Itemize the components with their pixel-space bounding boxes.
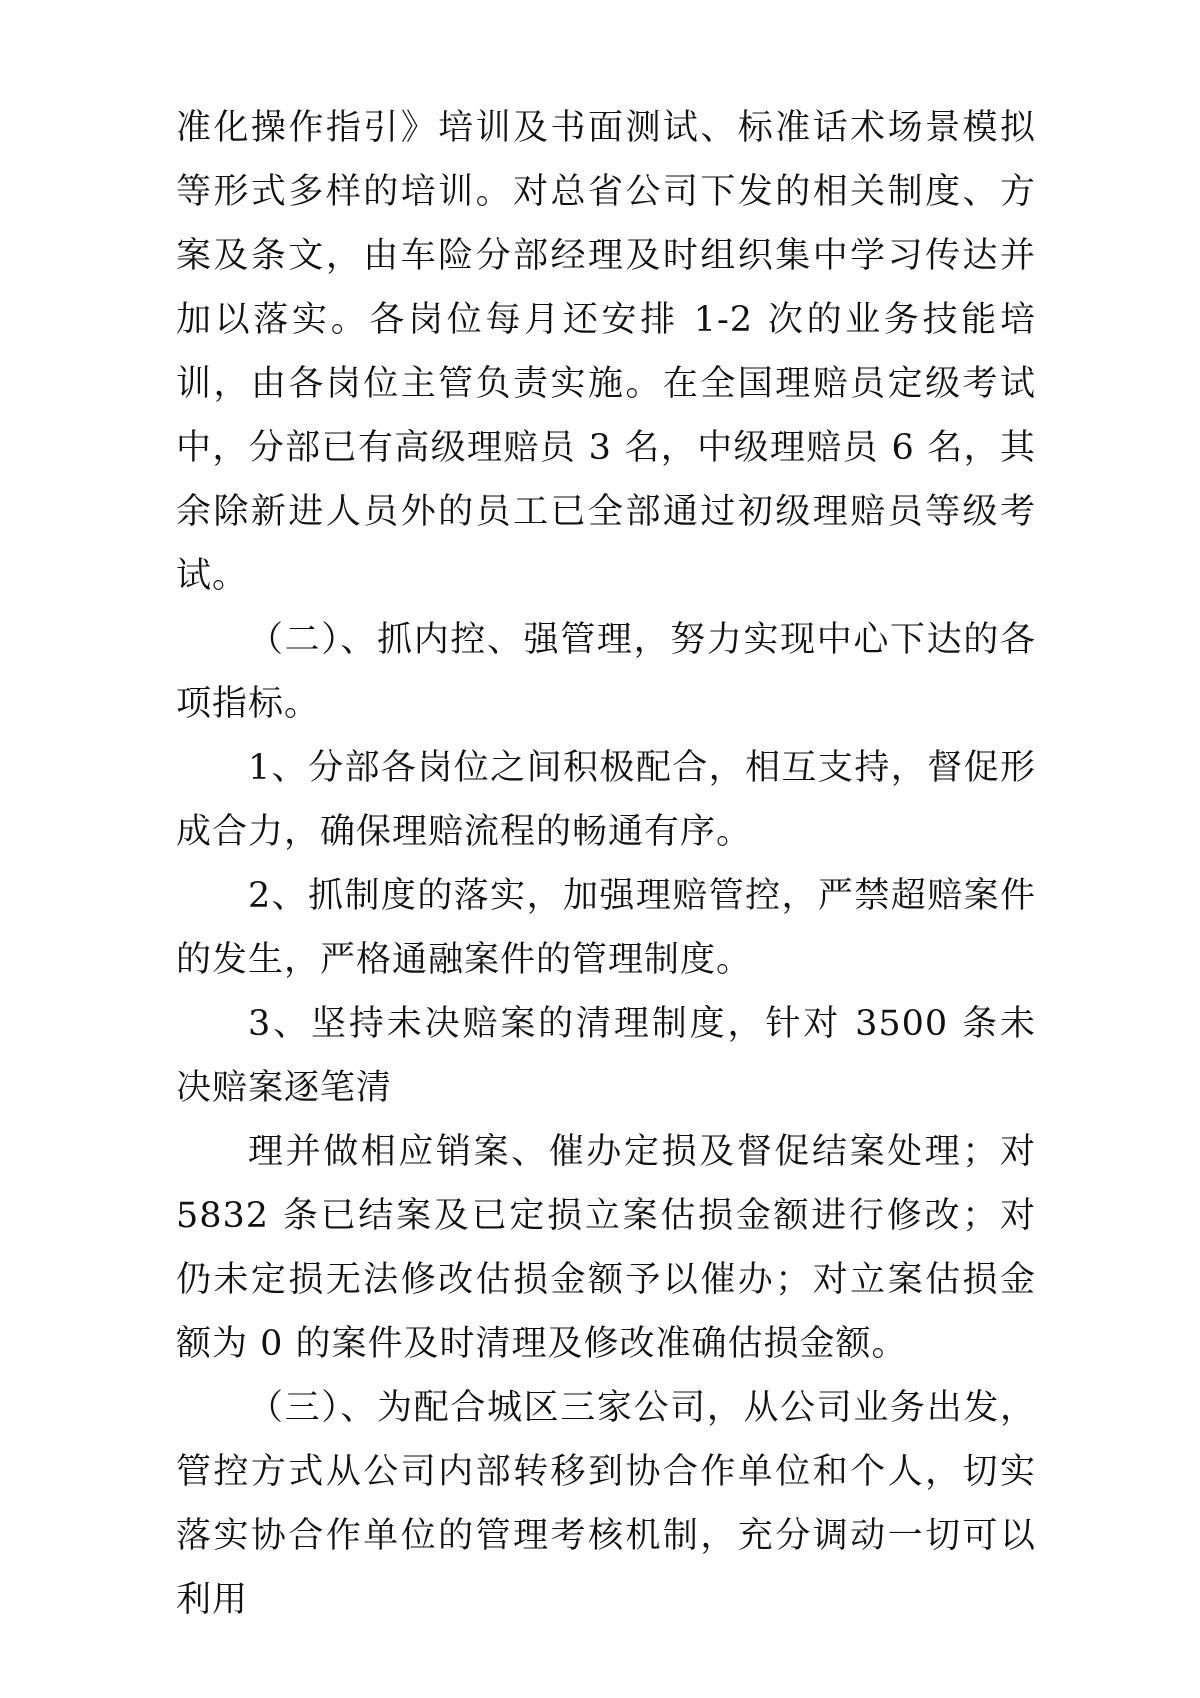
list-item-2: 2、抓制度的落实，加强理赔管控，严禁超赔案件的发生，严格通融案件的管理制度。 bbox=[176, 876, 1036, 980]
paragraph-continued-training: 准化操作指引》培训及书面测试、标准话术场景模拟等形式多样的培训。对总省公司下发的相关制度、方案及条文，由车险分部经理及时组织集中学习传达并加以落实。各岗位每月还安排 1-2 次的业务技能培训，由各岗位主管负责实施。在全国理赔员定级考试中，分部已有高级理赔员 3 名，中级理赔员 6 名，其余除新进人员外的员工已全部通过初级理赔员等级考试。 bbox=[176, 108, 1036, 596]
paragraph-claims-cleanup: 理并做相应销案、催办定损及督促结案处理；对 5832 条已结案及已定损立案估损金额进行修改；对仍未定损无法修改估损金额予以催办；对立案估损金额为 0 的案件及时清理及修改准确估损金额。 bbox=[176, 1132, 1036, 1364]
list-item-3: 3、坚持未决赔案的清理制度，针对 3500 条未决赔案逐笔清 bbox=[176, 1004, 1036, 1108]
document-body bbox=[176, 96, 1036, 1632]
section-heading-2: （二）、抓内控、强管理，努力实现中心下达的各项指标。 bbox=[176, 620, 1036, 724]
section-heading-3: （三）、为配合城区三家公司，从公司业务出发，管控方式从公司内部转移到协合作单位和个人，切实落实协合作单位的管理考核机制，充分调动一切可以利用 bbox=[176, 1388, 1036, 1620]
list-item-1: 1、分部各岗位之间积极配合，相互支持，督促形成合力，确保理赔流程的畅通有序。 bbox=[176, 748, 1036, 852]
